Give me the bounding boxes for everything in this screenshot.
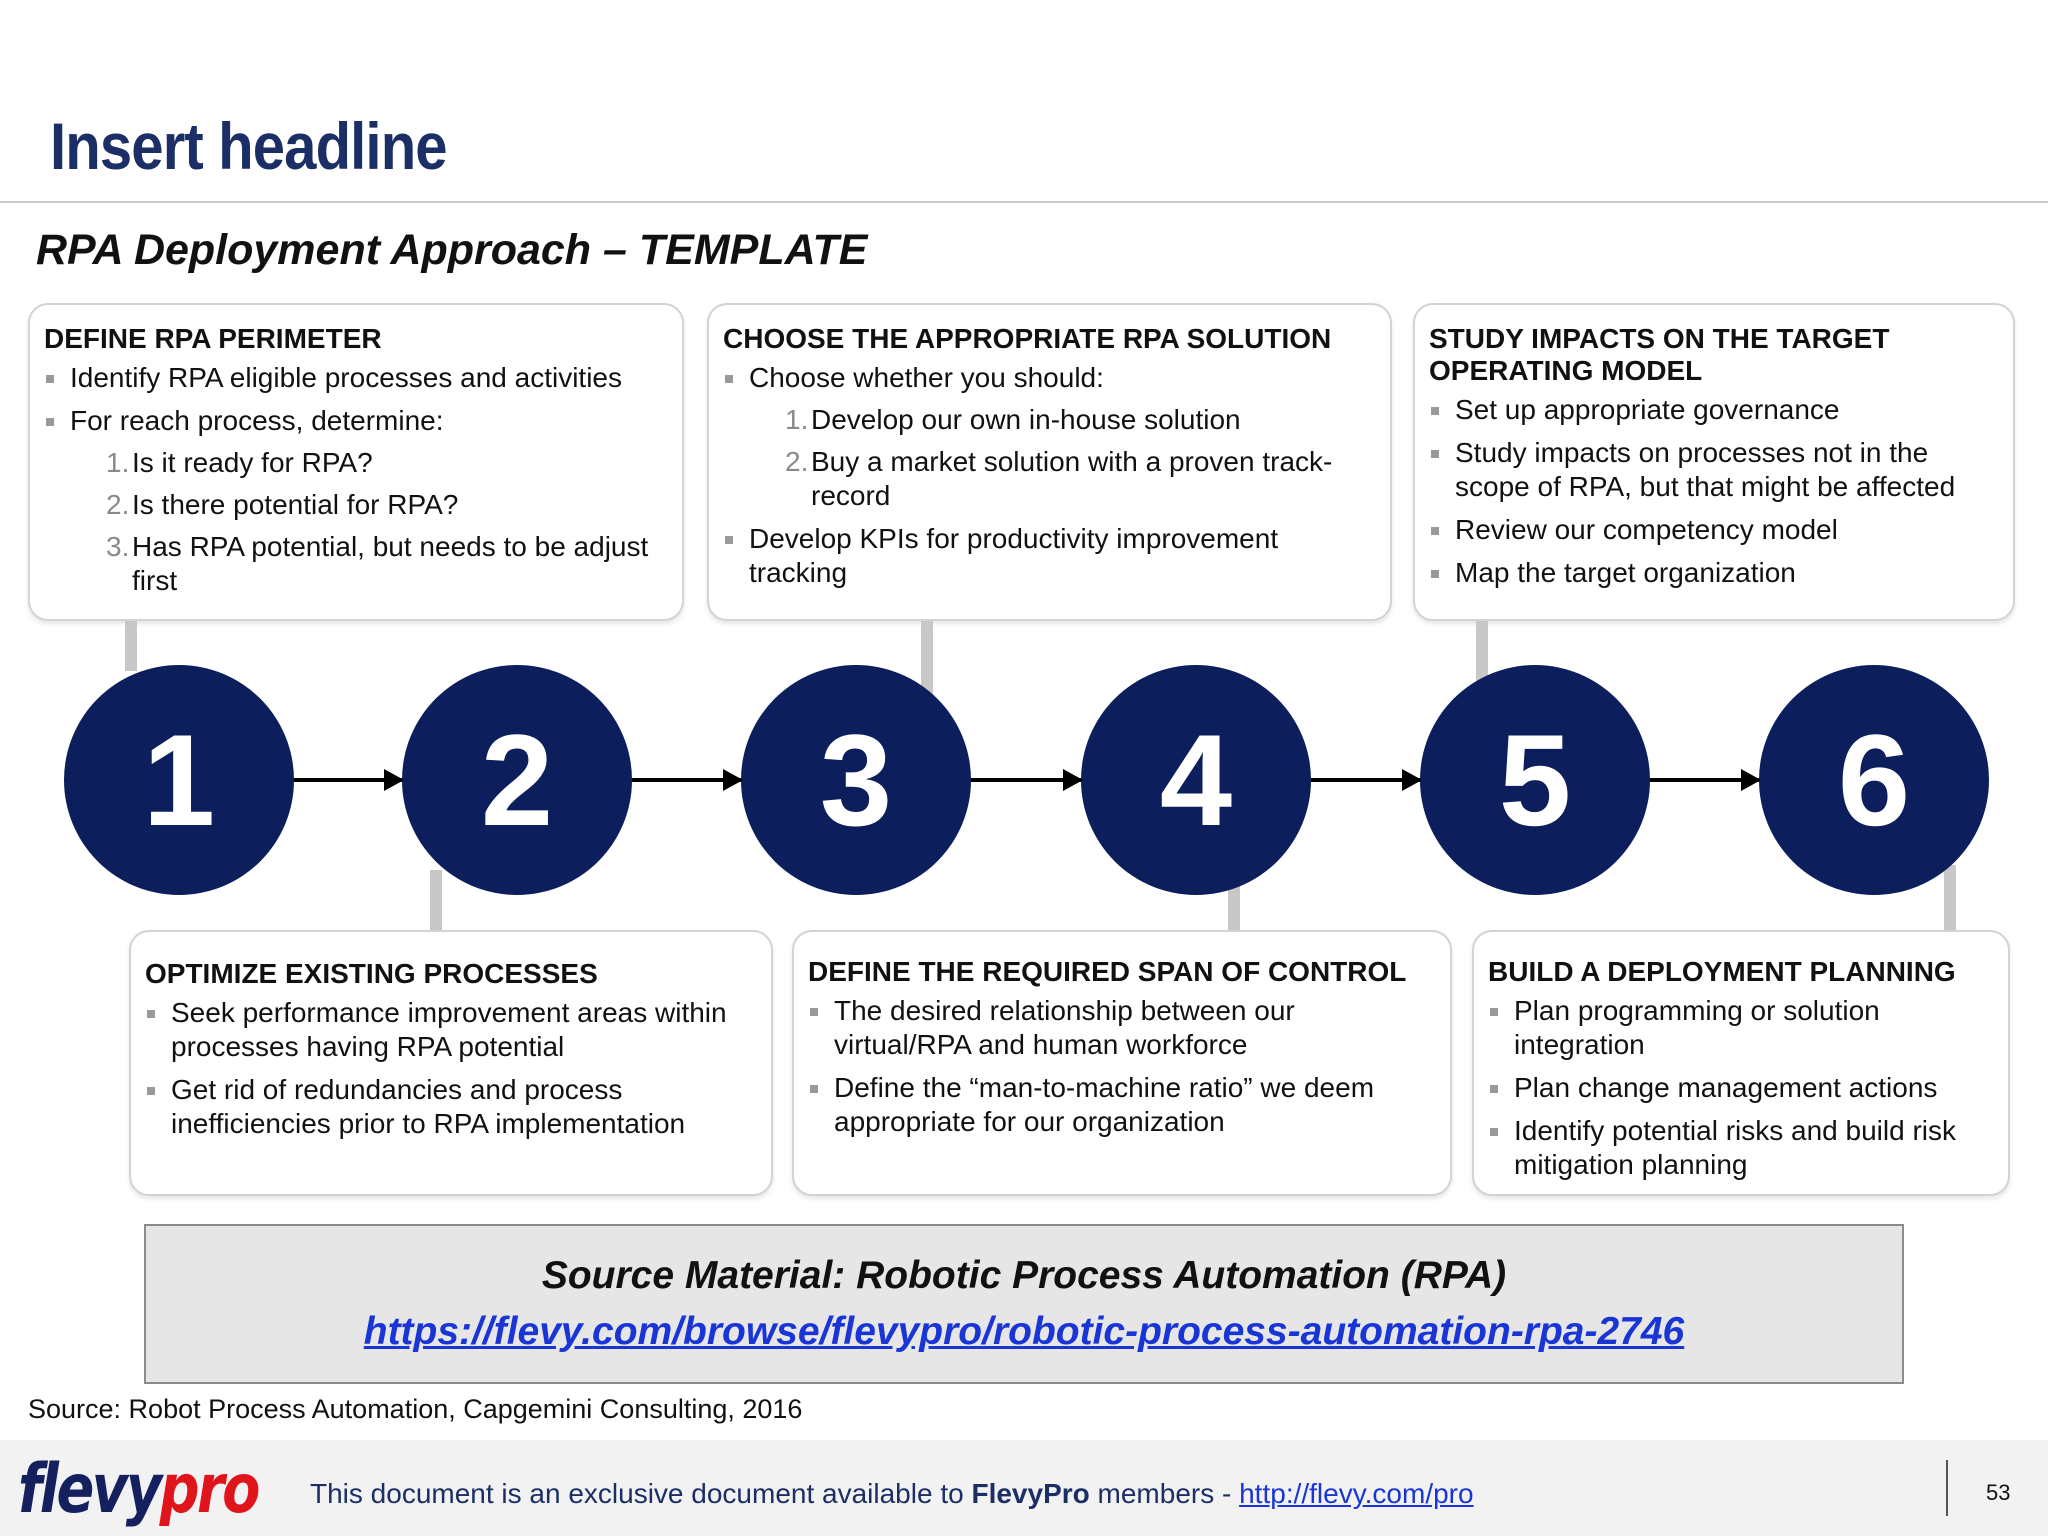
step-3-circle: 3	[741, 665, 971, 895]
bullet-icon	[46, 375, 54, 383]
list-item: 1. Is it ready for RPA?	[106, 447, 373, 478]
source-material-link[interactable]: https://flevy.com/browse/flevypro/robotic-process-automation-rpa-2746	[363, 1310, 1685, 1353]
step-2-circle: 2	[402, 665, 632, 895]
bullet-icon	[1431, 570, 1439, 578]
step-2-connector	[430, 870, 442, 932]
step-4-circle: 4	[1081, 665, 1311, 895]
footer-notice: This document is an exclusive document available to FlevyPro members - http://flevy.com/pro	[310, 1478, 1474, 1509]
arrow-1-to-2	[294, 778, 402, 782]
list-item: 2. Is there potential for RPA?	[106, 489, 459, 520]
list-item: Develop KPIs for productivity improvement tracking	[723, 522, 1374, 590]
step-6-circle: 6	[1759, 665, 1989, 895]
step-6-bullets	[1488, 994, 1992, 1182]
footer-divider	[1946, 1460, 1948, 1516]
bullet-icon	[147, 1010, 155, 1018]
step-4-bullets	[808, 994, 1434, 1139]
step-1-title: DEFINE RPA PERIMETER	[44, 323, 382, 354]
step-3-sublist	[749, 403, 1374, 513]
bullet-icon	[725, 375, 733, 383]
list-item: Identify RPA eligible processes and activities	[44, 361, 666, 395]
list-item: 1. Develop our own in-house solution	[785, 404, 1241, 435]
bullet-icon	[1490, 1008, 1498, 1016]
step-3-card	[707, 303, 1392, 621]
list-item: Define the “man-to-machine ratio” we deem appropriate for our organization	[808, 1071, 1434, 1139]
step-5-bullets	[1429, 393, 1997, 590]
list-item: 2. Buy a market solution with a proven track-record	[785, 446, 1333, 511]
step-6-title: BUILD A DEPLOYMENT PLANNING	[1488, 956, 1956, 987]
list-item: Study impacts on processes not in the scope of RPA, but that might be affected	[1429, 436, 1997, 504]
list-item: Choose whether you should: 1. Develop our own in-house solution 2. Buy a market solution with a proven track-record	[723, 361, 1374, 513]
slide-subtitle: RPA Deployment Approach – TEMPLATE	[36, 226, 868, 274]
list-item: Plan change management actions	[1488, 1071, 1992, 1105]
bullet-icon	[725, 536, 733, 544]
arrow-5-to-6	[1650, 778, 1759, 782]
list-item: 3. Has RPA potential, but needs to be adjust first	[106, 531, 649, 596]
step-5-connector	[1476, 621, 1488, 681]
step-1-sublist	[70, 446, 666, 598]
bullet-icon	[1490, 1085, 1498, 1093]
step-2-bullets	[145, 996, 755, 1141]
step-5-title: STUDY IMPACTS ON THE TARGET OPERATING MODEL	[1429, 323, 1890, 386]
list-item: Seek performance improvement areas within processes having RPA potential	[145, 996, 755, 1064]
list-item: Set up appropriate governance	[1429, 393, 1997, 427]
bullet-icon	[1490, 1128, 1498, 1136]
list-item: Plan programming or solution integration	[1488, 994, 1992, 1062]
step-1-circle: 1	[64, 665, 294, 895]
step-1-card	[28, 303, 684, 621]
list-item: The desired relationship between our virtual/RPA and human workforce	[808, 994, 1434, 1062]
footer-link[interactable]: http://flevy.com/pro	[1239, 1478, 1474, 1509]
arrow-3-to-4	[971, 778, 1081, 782]
list-item: Identify potential risks and build risk mitigation planning	[1488, 1114, 1992, 1182]
step-1-bullets	[44, 361, 666, 598]
step-3-title: CHOOSE THE APPROPRIATE RPA SOLUTION	[723, 323, 1332, 354]
step-6-connector	[1944, 865, 1956, 932]
arrow-4-to-5	[1311, 778, 1420, 782]
bullet-icon	[147, 1087, 155, 1095]
footer	[0, 1440, 2048, 1536]
flevypro-logo: flevypro	[18, 1450, 258, 1529]
step-2-title: OPTIMIZE EXISTING PROCESSES	[145, 958, 598, 989]
source-material-box	[144, 1224, 1904, 1384]
list-item: For reach process, determine: 1. Is it ready for RPA? 2. Is there potential for RPA? 3. Has RPA potential, but needs to be adjust first	[44, 404, 666, 598]
step-2-card	[129, 930, 773, 1196]
step-4-card	[792, 930, 1452, 1196]
header-divider	[0, 201, 2048, 203]
bullet-icon	[1431, 527, 1439, 535]
source-material-title: Source Material: Robotic Process Automation (RPA)	[541, 1254, 1507, 1297]
page-number: 53	[1986, 1480, 2011, 1505]
list-item: Get rid of redundancies and process inefficiencies prior to RPA implementation	[145, 1073, 755, 1141]
list-item: Review our competency model	[1429, 513, 1997, 547]
step-5-card	[1413, 303, 2015, 621]
footer-brand: FlevyPro	[971, 1478, 1090, 1509]
list-item: Map the target organization	[1429, 556, 1997, 590]
step-3-bullets	[723, 361, 1374, 590]
bullet-icon	[810, 1085, 818, 1093]
step-6-card	[1472, 930, 2010, 1196]
source-citation: Source: Robot Process Automation, Capgemini Consulting, 2016	[28, 1394, 803, 1424]
step-5-circle: 5	[1420, 665, 1650, 895]
bullet-icon	[810, 1008, 818, 1016]
step-1-connector	[125, 621, 137, 671]
bullet-icon	[1431, 450, 1439, 458]
bullet-icon	[1431, 407, 1439, 415]
bullet-icon	[46, 418, 54, 426]
page-headline: Insert headline	[50, 109, 447, 183]
step-4-title: DEFINE THE REQUIRED SPAN OF CONTROL	[808, 956, 1407, 987]
arrow-2-to-3	[632, 778, 741, 782]
